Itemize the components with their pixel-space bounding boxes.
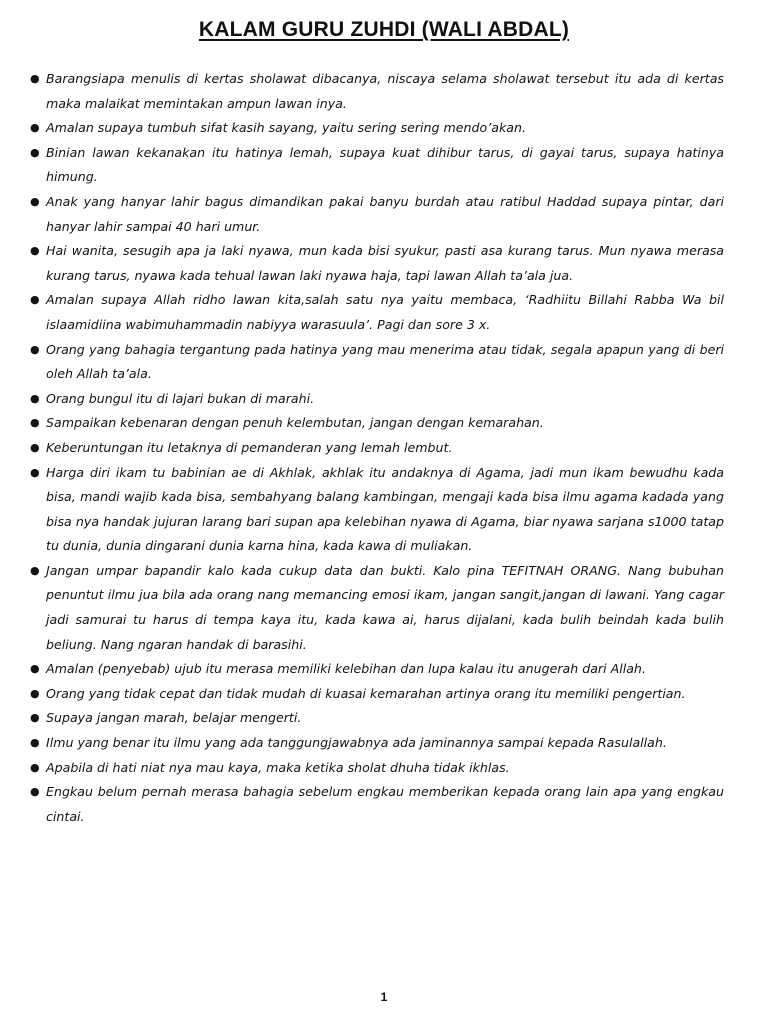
quote-list bbox=[30, 67, 724, 829]
list-item-text: Apabila di hati niat nya mau kaya, maka ketika sholat dhuha tidak ikhlas. bbox=[46, 759, 510, 775]
list-item bbox=[30, 141, 724, 190]
list-item bbox=[30, 411, 724, 436]
bullet-icon: ● bbox=[30, 465, 40, 479]
bullet-icon: ● bbox=[30, 244, 40, 258]
bullet-icon: ● bbox=[30, 416, 40, 430]
list-item-text: Orang bungul itu di lajari bukan di marahi. bbox=[46, 390, 315, 406]
list-item bbox=[30, 682, 724, 707]
list-item-text: Amalan supaya Allah ridho lawan kita,salah satu nya yaitu membaca, ‘Radhiitu Billahi Rabba Wa bil islaamidiina wabimuhammadin nabiyya warasuula’. Pagi dan sore 3 x. bbox=[46, 292, 724, 332]
bullet-icon: ● bbox=[30, 440, 40, 454]
bullet-icon: ● bbox=[30, 121, 40, 135]
list-item-text: Hai wanita, sesugih apa ja laki nyawa, mun kada bisi syukur, pasti asa kurang tarus. Mun nyawa merasa kurang tarus, nyawa kada tehual lawan laki nyawa haja, tapi lawan Allah ta’ala jua. bbox=[46, 243, 724, 283]
list-item bbox=[30, 731, 724, 756]
list-item-text: Barangsiapa menulis di kertas sholawat dibacanya, niscaya selama sholawat tersebut itu ada di kertas maka malaikat memintakan ampun lawan inya. bbox=[46, 71, 724, 111]
bullet-icon: ● bbox=[30, 342, 40, 356]
list-item bbox=[30, 288, 724, 337]
list-item-text: Keberuntungan itu letaknya di pemanderan yang lemah lembut. bbox=[46, 439, 453, 455]
bullet-icon: ● bbox=[30, 711, 40, 725]
list-item bbox=[30, 657, 724, 682]
list-item bbox=[30, 116, 724, 141]
list-item-text: Engkau belum pernah merasa bahagia sebelum engkau memberikan kepada orang lain apa yang engkau cintai. bbox=[46, 784, 724, 824]
bullet-icon: ● bbox=[30, 760, 40, 774]
list-item-text: Ilmu yang benar itu ilmu yang ada tanggungjawabnya ada jaminannya sampai kepada Rasulallah. bbox=[46, 735, 667, 751]
list-item-text: Supaya jangan marah, belajar mengerti. bbox=[46, 710, 302, 726]
bullet-icon: ● bbox=[30, 785, 40, 799]
list-item bbox=[30, 387, 724, 412]
bullet-icon: ● bbox=[30, 662, 40, 676]
list-item bbox=[30, 338, 724, 387]
bullet-icon: ● bbox=[30, 686, 40, 700]
list-item-text: Orang yang bahagia tergantung pada hatinya yang mau menerima atau tidak, segala apapun yang di beri oleh Allah ta’ala. bbox=[46, 341, 724, 382]
bullet-icon: ● bbox=[30, 145, 40, 159]
list-item bbox=[30, 436, 724, 461]
list-item bbox=[30, 780, 724, 829]
list-item-text: Harga diri ikam tu babinian ae di Akhlak, akhlak itu andaknya di Agama, jadi mun ikam bewudhu kada bisa, mandi wajib kada bisa, sembahyang balang kambingan, mengaji kada bisa ilmu agama kadada yang bisa nya handak jujuran larang bari supan apa kelebihan nyawa di Agama, biar nyawa sarjana s1000 tatap tu dunia, dunia dingarani dunia karna hina, kada kawa di muliakan. bbox=[46, 464, 724, 554]
list-item-text: Binian lawan kekanakan itu hatinya lemah, supaya kuat dihibur tarus, di gayai tarus, supaya hatinya himung. bbox=[46, 144, 724, 185]
bullet-icon: ● bbox=[30, 391, 40, 405]
list-item bbox=[30, 461, 724, 559]
list-item bbox=[30, 239, 724, 288]
bullet-icon: ● bbox=[30, 563, 40, 577]
page-title: KALAM GURU ZUHDI (WALI ABDAL) bbox=[198, 18, 570, 41]
bullet-icon: ● bbox=[30, 194, 40, 208]
bullet-icon: ● bbox=[30, 736, 40, 750]
bullet-icon: ● bbox=[30, 72, 40, 85]
list-item bbox=[30, 190, 724, 239]
list-item bbox=[30, 67, 724, 116]
list-item-text: Sampaikan kebenaran dengan penuh kelembutan, jangan dengan kemarahan. bbox=[46, 415, 544, 431]
page-number: 1 bbox=[380, 990, 388, 1004]
list-item-text: Amalan (penyebab) ujub itu merasa memiliki kelebihan dan lupa kalau itu anugerah dari Allah. bbox=[46, 661, 646, 677]
list-item-text: Jangan umpar bapandir kalo kada cukup data dan bukti. Kalo pina TEFITNAH ORANG. Nang bubuhan penuntut ilmu jua bila ada orang nang memancing emosi ikam, jangan sangit,jangan di lawani. Yang cagar jadi samurai tu harus di tempa kaya itu, kada kawa ai, harus dijalani, kada bulih beindah kada bulih beliung. Nang ngaran handak di barasihi. bbox=[46, 562, 724, 652]
list-item-text: Orang yang tidak cepat dan tidak mudah di kuasai kemarahan artinya orang itu memiliki pengertian. bbox=[46, 685, 686, 701]
bullet-icon: ● bbox=[30, 293, 40, 307]
list-item bbox=[30, 706, 724, 731]
list-item bbox=[30, 559, 724, 657]
list-item-text: Anak yang hanyar lahir bagus dimandikan pakai banyu burdah atau ratibul Haddad supaya pintar, dari hanyar lahir sampai 40 hari umur. bbox=[46, 193, 724, 234]
list-item-text: Amalan supaya tumbuh sifat kasih sayang, yaitu sering sering mendo’akan. bbox=[46, 120, 526, 136]
list-item bbox=[30, 756, 724, 781]
